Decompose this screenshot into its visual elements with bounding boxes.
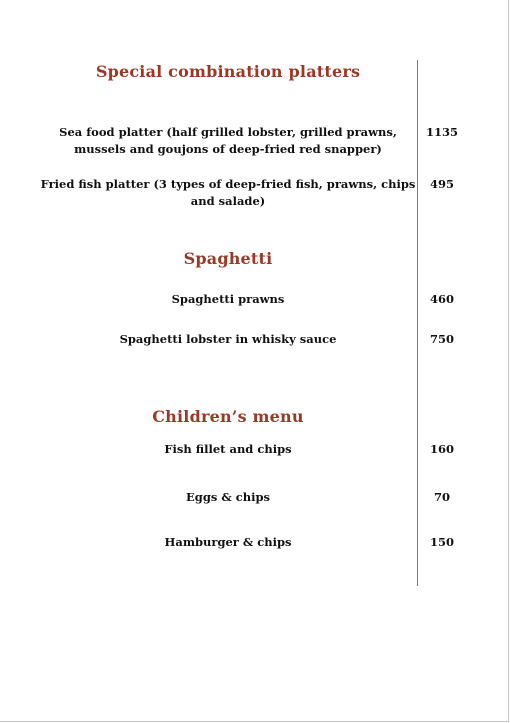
menu-item-eggs-chips: Eggs & chips bbox=[186, 490, 270, 504]
menu-item-price: 1135 bbox=[425, 125, 458, 139]
section-heading-spaghetti: Spaghetti bbox=[183, 249, 273, 268]
menu-item-price: 495 bbox=[429, 177, 454, 191]
menu-item-fried-fish-platter: Fried fish platter (3 types of deep-fried fish, prawns, chips and salade) bbox=[40, 177, 416, 208]
price-column-divider bbox=[417, 60, 418, 586]
menu-item-fish-fillet: Fish fillet and chips bbox=[164, 442, 292, 456]
menu-item-price: 750 bbox=[429, 332, 454, 346]
menu-item-seafood-platter: Sea food platter (half grilled lobster, grilled prawns, mussels and goujons of deep-fried red snapper) bbox=[59, 125, 397, 156]
menu-item-price: 160 bbox=[429, 442, 454, 456]
section-heading-childrens-menu: Children’s menu bbox=[152, 407, 304, 426]
menu-item-price: 150 bbox=[429, 535, 454, 549]
menu-item-spaghetti-lobster: Spaghetti lobster in whisky sauce bbox=[119, 332, 337, 346]
menu-item-price: 70 bbox=[433, 490, 450, 504]
section-heading-special-platters: Special combination platters bbox=[95, 62, 361, 81]
menu-item-spaghetti-prawns: Spaghetti prawns bbox=[171, 292, 285, 306]
menu-item-hamburger-chips: Hamburger & chips bbox=[164, 535, 292, 549]
menu-item-price: 460 bbox=[429, 292, 454, 306]
